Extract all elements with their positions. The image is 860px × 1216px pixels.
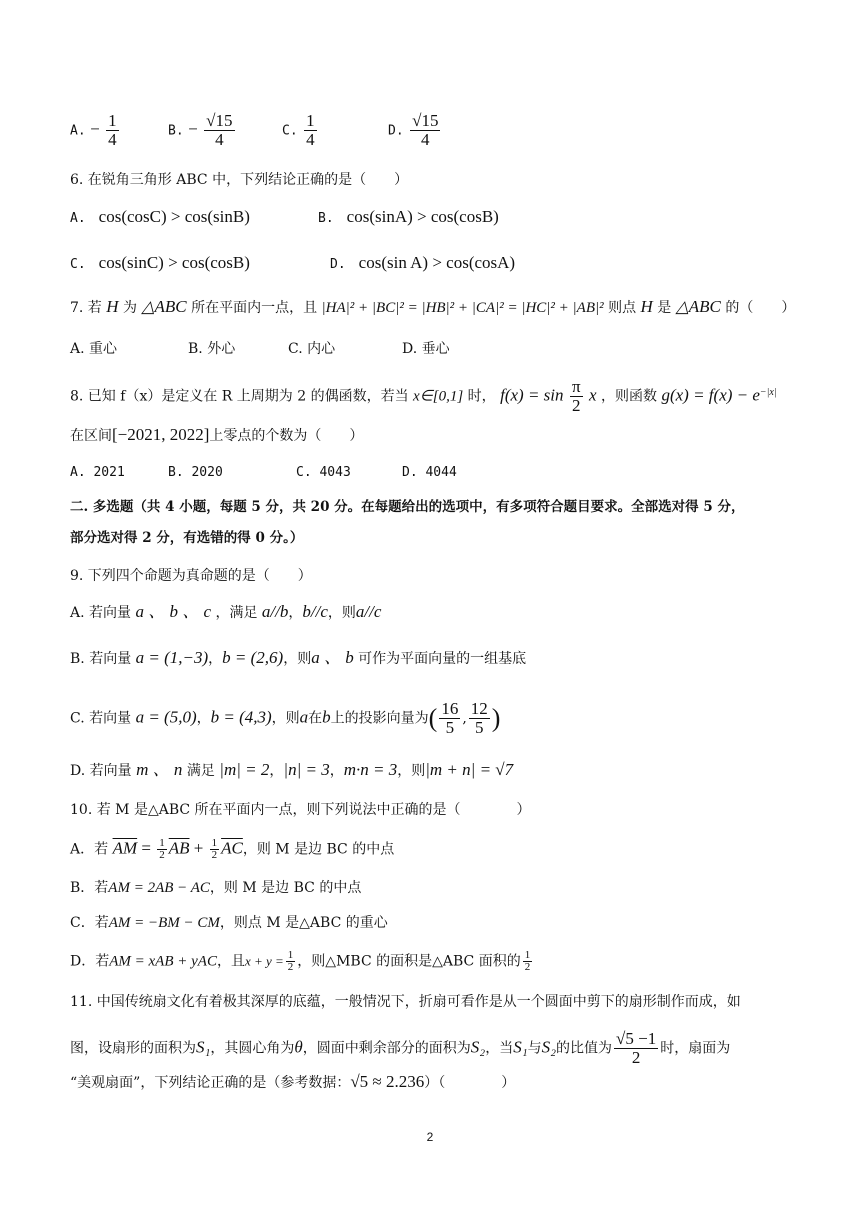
q6-option-b	[318, 207, 499, 229]
text: 在区间	[70, 428, 112, 444]
text: B．若	[70, 880, 109, 896]
text: ）（ ）	[424, 1075, 516, 1091]
s1: S₁	[196, 1037, 211, 1057]
s2: S₂	[470, 1037, 486, 1057]
fraction: $\frac{1}{2}$	[159, 837, 165, 861]
denominator: 5	[475, 718, 484, 737]
vectors: a 、 b 、 c	[135, 602, 212, 621]
formula: AM = −BM − CM	[108, 915, 220, 931]
text: ，则	[271, 710, 300, 727]
q8-stem	[70, 378, 777, 415]
text: 的比值为	[556, 1040, 613, 1057]
theta: θ	[294, 1037, 303, 1057]
formula: √5 ≈ 2.236	[350, 1072, 425, 1091]
text: 是	[657, 300, 672, 316]
formula: a = (1,−3)	[135, 648, 209, 667]
vector-ab: $\overline{AB}$	[168, 838, 190, 858]
text: ，当	[485, 1040, 514, 1057]
text: 则点	[608, 300, 637, 316]
text: ，则	[283, 651, 312, 667]
triangle-abc: △ABC	[141, 297, 187, 316]
text: ，满足	[215, 605, 258, 621]
text: ，则函数	[601, 388, 658, 405]
numerator: 16	[441, 699, 459, 718]
formula: x	[589, 385, 597, 405]
denominator: 2	[572, 396, 581, 415]
page-number: 2	[426, 1130, 434, 1144]
text: 满足	[186, 763, 215, 779]
q5-option-b	[168, 112, 237, 149]
denominator: 4	[108, 130, 117, 149]
section-heading: 二. 多选题（共 4 小题，每题 5 分，共 20 分。在每题给出的选项中，有多项符合题目要求。全部选对得 5 分，	[70, 499, 745, 515]
text: D. 若向量	[70, 763, 132, 779]
text: 8. 已知 f（x）是定义在 R 上周期为 2 的偶函数，若当	[70, 388, 409, 405]
formula: AM = xAB + yAC	[109, 953, 217, 970]
q8-option-d: D. 4044	[402, 465, 457, 480]
q9-option-a	[70, 602, 381, 623]
formula: f(x) = sin	[500, 385, 564, 405]
text: “美观扇面”，下列结论正确的是（参考数据：	[70, 1075, 351, 1091]
numerator: √15	[412, 111, 439, 130]
formula: a//b	[261, 602, 289, 621]
q5-option-d	[388, 112, 442, 149]
formula: b = (2,6)	[222, 648, 284, 667]
option-label: D.	[388, 123, 404, 139]
exponent: −|x|	[759, 386, 777, 398]
fraction	[570, 378, 583, 415]
point-h: H	[640, 297, 653, 316]
denominator: 2	[631, 1048, 641, 1067]
q7-option-c: C. 内心	[288, 341, 336, 357]
option-label: A.	[70, 211, 99, 226]
q7-option-d: D. 垂心	[402, 341, 450, 357]
text: 时，扇面为	[660, 1040, 731, 1057]
fraction: $\frac{1}{2}$	[211, 837, 218, 861]
text: ，	[288, 605, 303, 621]
text: A．若	[70, 841, 109, 858]
q9-stem: 9. 下列四个命题为真命题的是（ ）	[70, 568, 312, 584]
denominator: 4	[215, 130, 224, 149]
text: ，则点 M 是△ABC 的重心	[219, 915, 388, 931]
text: 上零点的个数为（ ）	[209, 428, 364, 444]
q9-option-d: D. 若向量 m 、 n 满足 |m| = 2，|n| = 3，m·n = 3，则|m + n| = √7	[70, 760, 514, 779]
option-label: D.	[330, 257, 359, 272]
option-label: C.	[70, 257, 99, 272]
q8-option-b: B. 2020	[168, 465, 223, 480]
denominator: 4	[421, 130, 430, 149]
fraction: $\frac{1}{2}$	[524, 949, 531, 973]
numerator: 1	[306, 111, 315, 130]
fraction	[469, 700, 490, 737]
left-paren: (	[428, 703, 438, 733]
fraction	[410, 112, 440, 149]
vector-am: $\overline{AM}$	[112, 838, 138, 858]
q5-option-a	[70, 112, 121, 149]
text: ，则	[327, 605, 356, 621]
q10-stem: 10. 若 M 是△ABC 所在平面内一点，则下列说法中正确的是（ ）	[70, 802, 531, 818]
text: 的（ ）	[725, 300, 796, 316]
triangle-abc: △ABC	[675, 297, 721, 316]
formula: m·n = 3	[343, 760, 398, 779]
numerator: 12	[470, 699, 488, 718]
text: 为	[123, 300, 137, 316]
text: C. 若向量	[70, 710, 132, 727]
minus-sign: −	[188, 119, 198, 139]
q9-option-b: B. 若向量 a = (1,−3)，b = (2,6)，则a 、 b 可作为平面向量的一组基底	[70, 648, 527, 667]
formula: a = (5,0)	[135, 707, 197, 727]
q9-option-c: C. 若向量 a = (5,0)，b = (4,3)，则a在b上的投影向量为( $\frac{16}{5}$ , $\frac{12}{5}$ )	[70, 699, 501, 737]
text: C．若	[70, 915, 109, 931]
q10-option-c	[70, 913, 388, 933]
fraction	[439, 700, 460, 737]
text: ，其圆心角为	[210, 1040, 295, 1057]
option-label: C.	[282, 123, 298, 139]
denominator: 4	[306, 130, 315, 149]
text: 在	[308, 710, 323, 727]
text: 时，	[467, 388, 496, 405]
q7-option-a: A. 重心	[70, 341, 118, 357]
q5-option-c	[282, 112, 319, 149]
text: ，则 M 是边 BC 的中点	[209, 880, 362, 896]
numerator: π	[571, 377, 581, 396]
q7-stem	[70, 297, 795, 318]
denominator: 5	[445, 718, 455, 737]
text: ，则	[397, 763, 426, 779]
formula: cos(sinA) > cos(cosB)	[346, 207, 499, 226]
q11-stem-line3	[70, 1072, 515, 1093]
formula: cos(cosC) > cos(sinB)	[98, 207, 250, 226]
vector-b: b	[322, 707, 331, 727]
numerator: √5 −1	[616, 1029, 657, 1048]
q10-option-a: A．若 $\overline{AM}$ = $\frac{1}{2}$ $\overline{AB}$ + $\frac{1}{2}$ $\overline{AC}$，则 M 是边 BC 的中点	[70, 837, 395, 861]
text: 与	[527, 1040, 542, 1057]
numerator: 1	[108, 111, 117, 130]
fraction	[106, 112, 119, 149]
option-label: A.	[70, 123, 86, 139]
text: ，则 M 是边 BC 的中点	[242, 841, 395, 858]
fraction: $\frac{1}{2}$	[287, 949, 294, 973]
q7-option-b: B. 外心	[188, 341, 236, 357]
q11-stem-line1: 11. 中国传统扇文化有着极其深厚的底蕴，一般情况下，折扇可看作是从一个圆面中剪下的扇形制作而成，如	[70, 994, 741, 1010]
q6-stem: 6. 在锐角三角形 ABC 中，下列结论正确的是（ ）	[70, 172, 409, 188]
formula: |n| = 3	[283, 760, 330, 779]
point-h: H	[106, 297, 119, 316]
text: 可作为平面向量的一组基底	[358, 651, 527, 667]
formula: |m| = 2	[219, 760, 270, 779]
formula: a//c	[355, 602, 382, 621]
formula: g(x) = f(x) − e	[661, 385, 760, 405]
formula: x∈[0,1]	[413, 388, 464, 405]
fraction	[614, 1030, 658, 1067]
fraction	[204, 112, 234, 149]
vectors: m 、 n	[136, 760, 183, 779]
q10-option-d	[70, 950, 534, 973]
formula: x + y =	[244, 953, 284, 969]
q8-option-c: C. 4043	[296, 465, 351, 480]
q10-option-b	[70, 878, 361, 898]
text: B. 若向量	[70, 651, 132, 667]
text: D．若	[70, 953, 110, 970]
q6-option-d	[330, 253, 515, 275]
formula: AM = 2AB − AC	[108, 880, 210, 896]
formula: cos(sin A) > cos(cosA)	[358, 253, 516, 272]
q11-stem-line2	[70, 1030, 730, 1067]
q8-option-a: A. 2021	[70, 465, 125, 480]
section-heading-line2: 部分选对得 2 分，有选错的得 0 分。）	[70, 530, 304, 546]
text: 上的投影向量为	[330, 710, 429, 727]
text: A. 若向量	[70, 605, 132, 621]
formula: b//c	[302, 602, 328, 621]
option-label: B.	[318, 211, 347, 226]
q6-option-a	[70, 207, 250, 229]
formula: b = (4,3)	[210, 707, 272, 727]
text: 图，设扇形的面积为	[70, 1040, 196, 1057]
s1: S₁	[513, 1037, 528, 1057]
vector-a: a	[299, 707, 309, 727]
formula: cos(sinC) > cos(cosB)	[98, 253, 250, 272]
text: ，圆面中剩余部分的面积为	[302, 1040, 471, 1057]
vector-ac: $\overline{AC}$	[221, 838, 243, 858]
text: ，且	[216, 953, 245, 970]
s2: S₂	[541, 1037, 557, 1057]
q8-stem-line2	[70, 425, 363, 446]
text: 所在平面内一点，且	[191, 300, 318, 316]
text: ，则△MBC 的面积是△ABC 面积的	[297, 953, 521, 970]
vectors: a 、 b	[311, 648, 354, 667]
formula: |HA|² + |BC|² = |HB|² + |CA|² = |HC|² + |AB|²	[321, 300, 604, 316]
text: 7. 若	[70, 300, 102, 316]
minus-sign: −	[90, 119, 100, 139]
formula: [−2021, 2022]	[112, 425, 210, 444]
numerator: √15	[206, 111, 233, 130]
fraction	[304, 112, 317, 149]
formula: |m + n| = √7	[425, 760, 514, 779]
option-label: B.	[168, 123, 184, 139]
q6-option-c	[70, 253, 250, 275]
right-paren: )	[491, 703, 501, 733]
